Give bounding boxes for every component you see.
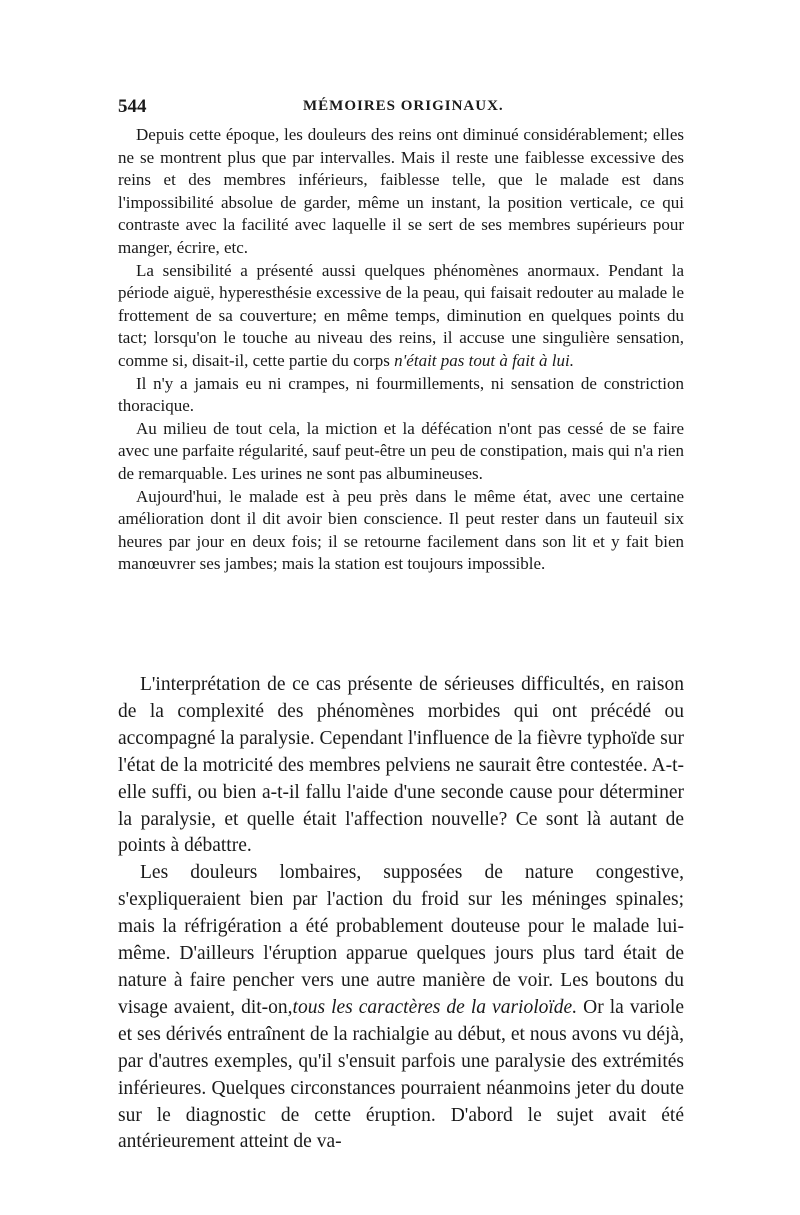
discussion-section xyxy=(118,672,684,1156)
discussion-paragraph-2-text: Les douleurs lombaires, supposées de nature congestive, s'expliqueraient bien par l'action du froid sur les méninges spinales; mais la réfrigération a été probablement douteuse pour le malade lui-même. D'ailleurs l'éruption apparue quelques jours plus tard était de nature à faire pencher vers une autre manière de voir. Les boutons du visage avaient, dit-on, xyxy=(118,862,684,1018)
observation-paragraph-5: Aujourd'hui, le malade est à peu près dans le même état, avec une certaine amélioration dont il dit avoir bien conscience. Il peut rester dans un fauteuil six heures par jour en deux fois; il se retourne facilement dans son lit et y fait bien manœuvrer ses jambes; mais la station est toujours impossible. xyxy=(118,486,684,574)
observation-paragraph-2-text: La sensibilité a présenté aussi quelques phénomènes anormaux. Pendant la période aiguë, hyperesthésie excessive de la peau, qui faisait redouter au malade le frottement de sa couverture; en même temps, diminution en quelques points du tact; lorsqu'on le touche au niveau des reins, il accuse une singulière sensation, comme si, disait-il, cette partie du corps xyxy=(118,260,684,370)
discussion-paragraph-2-continuation: Or la variole et ses dérivés entraînent de la rachialgie au début, et nous avons vu déjà, par d'autres exemples, qu'il s'ensuit parfois une paralysie des extrémités inférieures. Quelques circonstances pourraient néanmoins jeter du doute sur le diagnostic de cette éruption. D'abord le sujet avait été antérieurement atteint de va- xyxy=(118,996,684,1153)
observation-paragraph-1: Depuis cette époque, les douleurs des reins ont diminué considérablement; elles ne se montrent plus que par intervalles. Mais il reste une faiblesse excessive des reins et des membres inférieurs, faiblesse telle, que le malade est dans l'impossibilité absolue de garder, même un instant, la position verticale, ce qui contraste avec la facilité avec laquelle il se sert de ses membres supérieurs pour manger, écrire, etc. xyxy=(118,125,684,257)
observation-paragraph-2 xyxy=(118,260,684,373)
discussion-paragraph-2-italic: tous les caractères de la varioloïde. xyxy=(292,996,578,1018)
discussion-paragraph-1: L'interprétation de ce cas présente de sérieuses difficultés, en raison de la complexité des phénomènes morbides qui ont précédé ou accompagné la paralysie. Cependant l'influence de la fièvre typhoïde sur l'état de la motricité des membres pelviens ne saurait être contestée. A-t-elle suffi, ou bien a-t-il fallu l'aide d'une seconde cause pour déterminer la paralysie, et quelle était l'affection nouvelle? Ce sont là autant de points à débattre. xyxy=(118,674,684,857)
running-title: MÉMOIRES ORIGINAUX. xyxy=(303,98,504,114)
page-header xyxy=(118,96,684,122)
observation-paragraph-3: Il n'y a jamais eu ni crampes, ni fourmillements, ni sensation de constriction thoracique. xyxy=(118,373,684,416)
discussion-paragraph-2 xyxy=(118,860,684,1156)
observation-paragraph-2-italic: n'était pas tout à fait à lui. xyxy=(394,350,574,370)
observation-paragraph-4: Au milieu de tout cela, la miction et la défécation n'ont pas cessé de se faire avec une parfaite régularité, sauf peut-être un peu de constipation, mais qui n'a rien de remarquable. Les urines ne sont pas albumineuses. xyxy=(118,418,684,483)
observation-section xyxy=(118,124,684,576)
page-number: 544 xyxy=(118,96,147,117)
